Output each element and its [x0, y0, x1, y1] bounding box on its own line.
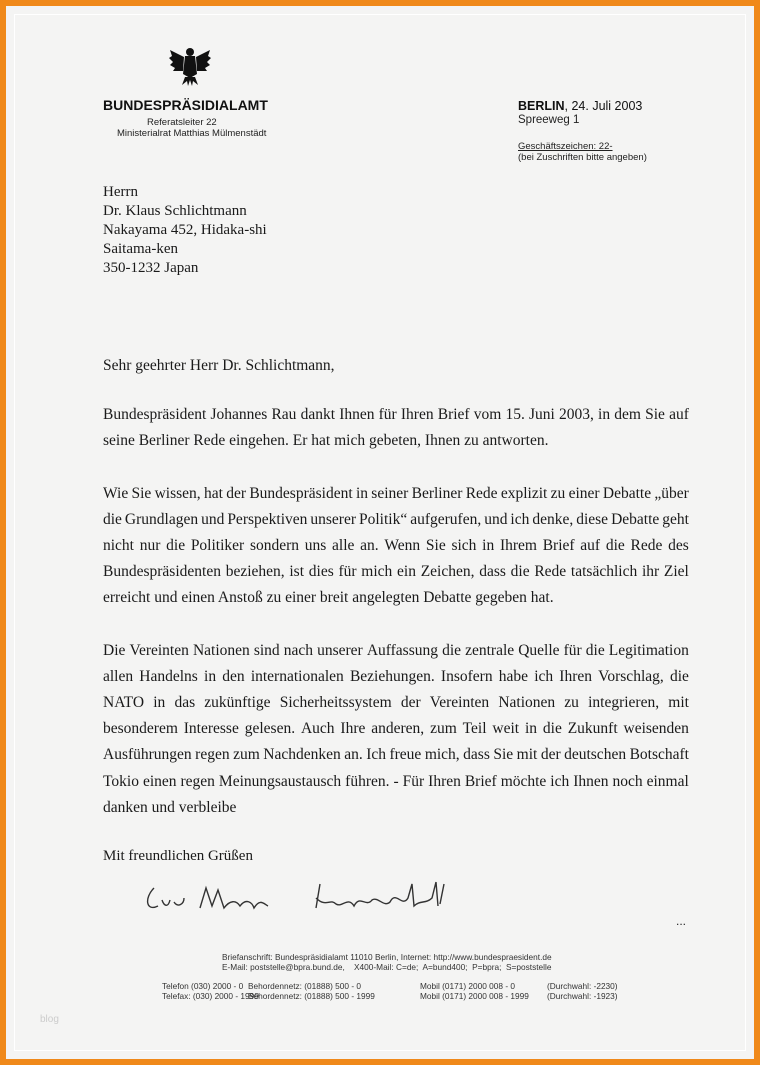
recipient-line: Herrn: [103, 184, 138, 200]
ellipsis: ...: [676, 914, 687, 928]
org-name: BUNDESPRÄSIDIALAMT: [103, 97, 268, 113]
handwritten-signature: [140, 878, 500, 918]
footer-row-fax: [162, 991, 642, 1001]
salutation: Sehr geehrter Herr Dr. Schlichtmann,: [103, 357, 335, 374]
body-line: NATO in das zukünftige Sicherheitssystem der Vereinten Nationen zu integrieren, mit: [103, 694, 689, 712]
body-line: die Grundlagen und Perspektiven unserer Politik“ aufgerufen, und ich denke, diese Debatte geht: [103, 511, 689, 529]
body-line: Bundespräsident Johannes Rau dankt Ihnen für Ihren Brief vom 15. Juni 2003, in dem Sie auf: [103, 406, 689, 423]
department: Referatsleiter 22: [147, 117, 217, 128]
fax-network: Behordennetz: (01888) 500 - 1999: [248, 991, 375, 1001]
body-line: seine Berliner Rede eingehen. Er hat mich gebeten, Ihnen zu antworten.: [103, 432, 549, 450]
body-line: allen Handelns in den internationalen Beziehungen. Insofern habe ich Ihren Vorschlag, die: [103, 668, 689, 686]
body-line: nicht nur die Politiker sondern uns alle an. Wenn Sie sich in Ihrem Brief auf die Rede des: [103, 537, 689, 555]
fax: Telefax: (030) 2000 - 1999: [162, 991, 259, 1001]
fax-extension: (Durchwahl: -1923): [547, 991, 618, 1001]
body-line: Die Vereinten Nationen sind nach unserer Auffassung die zentrale Quelle für die Legitimation: [103, 642, 689, 659]
reference-note: (bei Zuschriften bitte angeben): [518, 152, 647, 163]
body-line: besonderem Interesse gelesen. Auch Ihre anderen, zum Teil weit in die Zukunft weisenden: [103, 720, 689, 738]
recipient-address: [103, 183, 267, 278]
recipient-line: Dr. Klaus Schlichtmann: [103, 203, 247, 219]
body-line: Wie Sie wissen, hat der Bundespräsident in seiner Berliner Rede explizit zu einer Debatte „über: [103, 485, 689, 502]
closing: Mit freundlichen Grüßen: [103, 848, 253, 864]
federal-eagle-logo: [168, 44, 212, 88]
watermark: blog: [40, 1014, 59, 1025]
place-date: [518, 99, 642, 113]
body-line: Ausführungen regen zum Nachdenken an. Ich freue mich, dass Sie mit der deutschen Botschaft: [103, 746, 689, 764]
footer-contacts: [162, 981, 642, 1001]
body-line: Bundespräsidenten beziehen, ist dies für mich ein Zeichen, dass die Rede tatsächlich ihr Ziel: [103, 563, 689, 581]
phone-network: Behordennetz: (01888) 500 - 0: [248, 981, 362, 991]
recipient-line: 350-1232 Japan: [103, 260, 199, 276]
official-name: Ministerialrat Matthias Mülmenstädt: [117, 128, 267, 139]
recipient-line: Saitama-ken: [103, 241, 178, 257]
recipient-line: Nakayama 452, Hidaka-shi: [103, 222, 267, 238]
extension: (Durchwahl: -2230): [547, 981, 618, 991]
footer-address: Briefanschrift: Bundespräsidialamt 11010 Berlin, Internet: http://www.bundespraesident.de: [222, 952, 552, 962]
mobile: Mobil (0171) 2000 008 - 0: [420, 981, 516, 991]
date: , 24. Juli 2003: [564, 99, 643, 113]
body-line: Tokio einen regen Meinungsaustausch führen. - Für Ihren Brief möchte ich Ihnen noch einmal: [103, 772, 689, 790]
street: Spreeweg 1: [518, 114, 580, 126]
phone: Telefon (030) 2000 - 0: [162, 981, 244, 991]
footer-email: E-Mail: poststelle@bpra.bund.de, X400-Mail: C=de; A=bund400; P=bpra; S=poststelle: [222, 962, 552, 972]
reference-label: Geschäftszeichen: 22-: [518, 141, 613, 152]
mobile-fax: Mobil (0171) 2000 008 - 1999: [420, 991, 529, 1001]
body-line: erreicht und einen Anstoß zu einer breit angelegten Debatte gegeben hat.: [103, 589, 554, 607]
body-line: danken und verbleibe: [103, 798, 237, 816]
footer-row-phone: [162, 981, 642, 991]
city: BERLIN: [518, 99, 565, 113]
